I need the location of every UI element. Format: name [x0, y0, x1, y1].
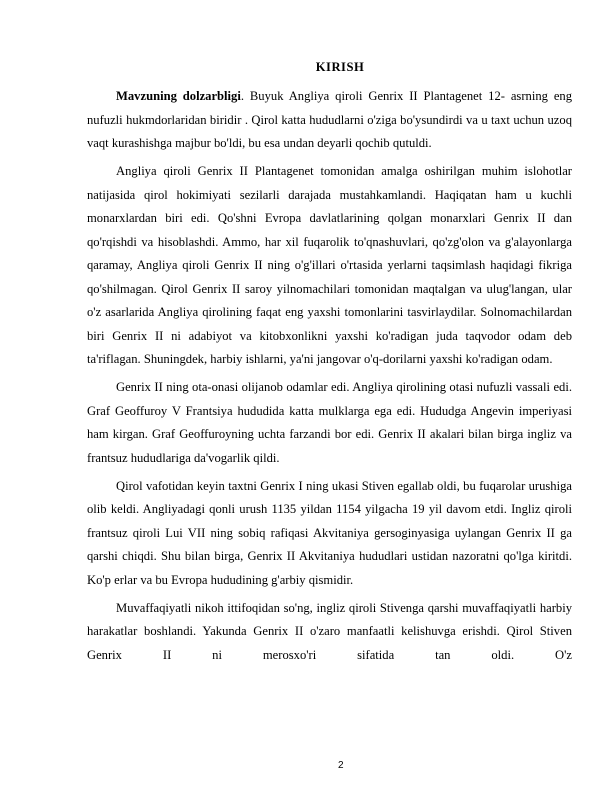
paragraph-text: Genrix II ning ota-onasi olijanob odamlar edi. Angliya qirolining otasi nufuzli vassali edi. Graf Geoffuroy V Frantsiya hududida katta mulklarga ega edi. Hududga Angevin imperiyasi ham kirgan. Graf Geoffuroyning uchta farzandi bor edi. Genrix II akalari bilan birga ingliz va frantsuz hududlariga da'vogarlik qildi.	[87, 380, 572, 465]
document-body	[87, 85, 572, 672]
paragraph-3	[87, 376, 572, 470]
paragraph-text: Muvaffaqiyatli nikoh ittifoqidan so'ng, ingliz qiroli Stivenga qarshi muvaffaqiyatli harbiy harakatlar boshlandi. Yakunda Genrix II o'zaro manfaatli kelishuvga erishdi. Qirol Stiven Genrix II ni merosxo'ri sifatida tan oldi. O'z	[87, 600, 572, 662]
relevance-lead: Mavzuning dolzarbligi	[116, 89, 241, 103]
paragraph-4	[87, 475, 572, 593]
page-number: 2	[338, 760, 344, 771]
paragraph-5	[87, 597, 572, 668]
paragraph-text: . Buyuk Angliya qiroli Genrix II Plantagenet 12- asrning eng nufuzli hukmdorlaridan biridir . Qirol katta hududlarni o'ziga bo'ysundirdi va u taxt uchun uzoq vaqt kurashishga majbur bo'ldi, bu esa undan deyarli qochib qutuldi.	[87, 89, 572, 150]
paragraph-2	[87, 160, 572, 372]
paragraph-text: Angliya qiroli Genrix II Plantagenet tomonidan amalga oshirilgan muhim islohotlar natijasida qirol hokimiyati sezilarli darajada mustahkamlandi. Haqiqatan ham u kuchli monarxlardan biri edi. Qo'shni Evropa davlatlarining qolgan monarxlari Genrix II dan qo'rqishdi va hisoblashdi. Ammo, har xil fuqarolik to'qnashuvlari, qo'zg'olon va g'alayonlarga qaramay, Angliya qiroli Genrix II ning o'g'illari o'rtasida yerlarni taqsimlash haqidagi fikriga qo'shilmagan. Qirol Genrix II saroy yilnomachilari tomonidan maqtalgan va ulug'langan, ular o'z asarlarida Angliya qirolining faqat eng yaxshi tomonlarini tasvirlaydilar. Solnomachilardan biri Genrix II ni adabiyot va kitobxonlikni yaxshi ko'radigan juda taqvodor odam deb ta'riflagan. Shuningdek, harbiy ishlarni, ya'ni jangovar o'q-dorilarni yaxshi ko'radigan odam.	[87, 164, 572, 366]
paragraph-text: Qirol vafotidan keyin taxtni Genrix I ning ukasi Stiven egallab oldi, bu fuqarolar urushiga olib keldi. Angliyadagi qonli urush 1135 yildan 1154 yilgacha 19 yil davom etdi. Ingliz qiroli frantsuz qiroli Lui VII ning sobiq rafiqasi Akvitaniya gersoginyasiga uylangan Genrix II ga qarshi chiqdi. Shu bilan birga, Genrix II Akvitaniya hududlari ustidan nazoratni qo'lga kiritdi. Ko'p erlar va bu Evropa hududining g'arbiy qismidir.	[87, 478, 572, 587]
paragraph-1	[87, 85, 572, 156]
section-title: KIRISH	[315, 60, 365, 74]
